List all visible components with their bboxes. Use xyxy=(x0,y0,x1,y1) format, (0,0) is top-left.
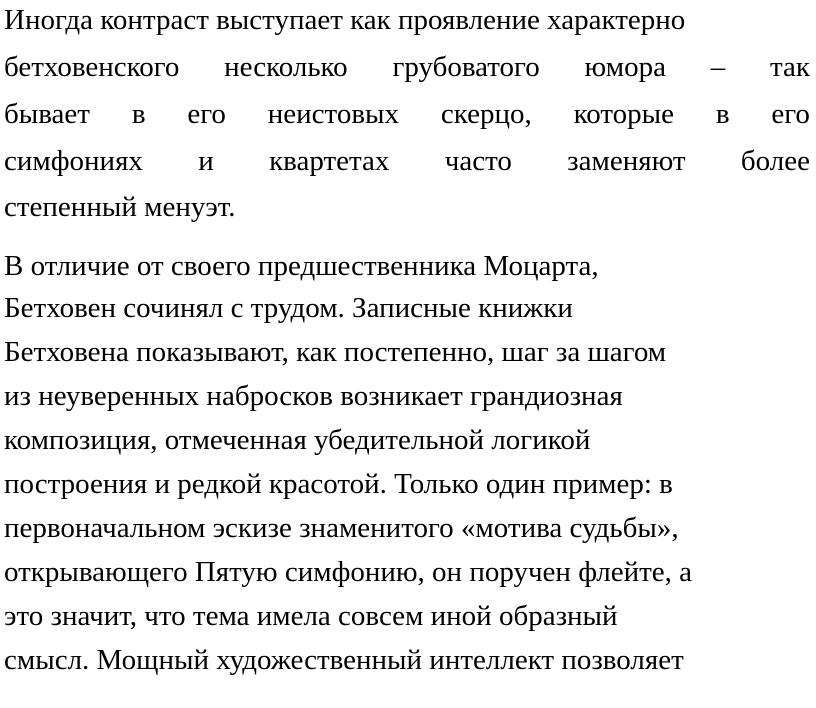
paragraph-2-line-3: Бетховена показывают, как постепенно, шаг за шагом xyxy=(4,336,667,368)
paragraph-2-line-8: открывающего Пятую симфонию, он поручен флейте, а xyxy=(4,556,693,588)
paragraph-1-line-3 xyxy=(4,96,810,132)
word: которые xyxy=(573,98,674,130)
paragraph-2-line-4: из неуверенных набросков возникает грандиозная xyxy=(4,380,623,412)
word: его xyxy=(771,98,810,130)
word: несколько xyxy=(224,51,348,83)
word: бывает xyxy=(4,98,90,130)
paragraph-1-line-1: Иногда контраст выступает как проявление характерно xyxy=(4,4,686,36)
word: бетховенского xyxy=(4,51,180,83)
word: симфониях xyxy=(4,145,143,177)
paragraph-2-line-7: первоначальном эскизе знаменитого «мотива судьбы», xyxy=(4,512,679,544)
word: часто xyxy=(444,145,512,177)
word: и xyxy=(198,145,214,177)
word: так xyxy=(769,51,810,83)
word: более xyxy=(740,145,810,177)
word: скерцо, xyxy=(440,98,532,130)
paragraph-2-line-6: построения и редкой красотой. Только один пример: в xyxy=(4,468,673,500)
paragraph-2-line-10: смысл. Мощный художественный интеллект позволяет xyxy=(4,644,684,676)
paragraph-1-line-4 xyxy=(4,143,810,179)
paragraph-2-line-1: В отличие от своего предшественника Моцарта, xyxy=(4,250,599,282)
paragraph-1-line-2 xyxy=(4,49,810,85)
paragraph-1-line-5: степенный менуэт. xyxy=(4,191,236,223)
word: в xyxy=(131,98,146,130)
word: – xyxy=(710,51,726,83)
word: в xyxy=(715,98,730,130)
word: юмора xyxy=(584,51,666,83)
paragraph-2-line-9: это значит, что тема имела совсем иной образный xyxy=(4,600,618,632)
paragraph-2-line-2: Бетховен сочинял с трудом. Записные книжки xyxy=(4,292,573,324)
word: квартетах xyxy=(269,145,390,177)
paragraph-2-line-5: композиция, отмеченная убедительной логикой xyxy=(4,424,591,456)
word: грубоватого xyxy=(392,51,540,83)
word: заменяют xyxy=(567,145,686,177)
word: его xyxy=(187,98,226,130)
word: неистовых xyxy=(267,98,400,130)
